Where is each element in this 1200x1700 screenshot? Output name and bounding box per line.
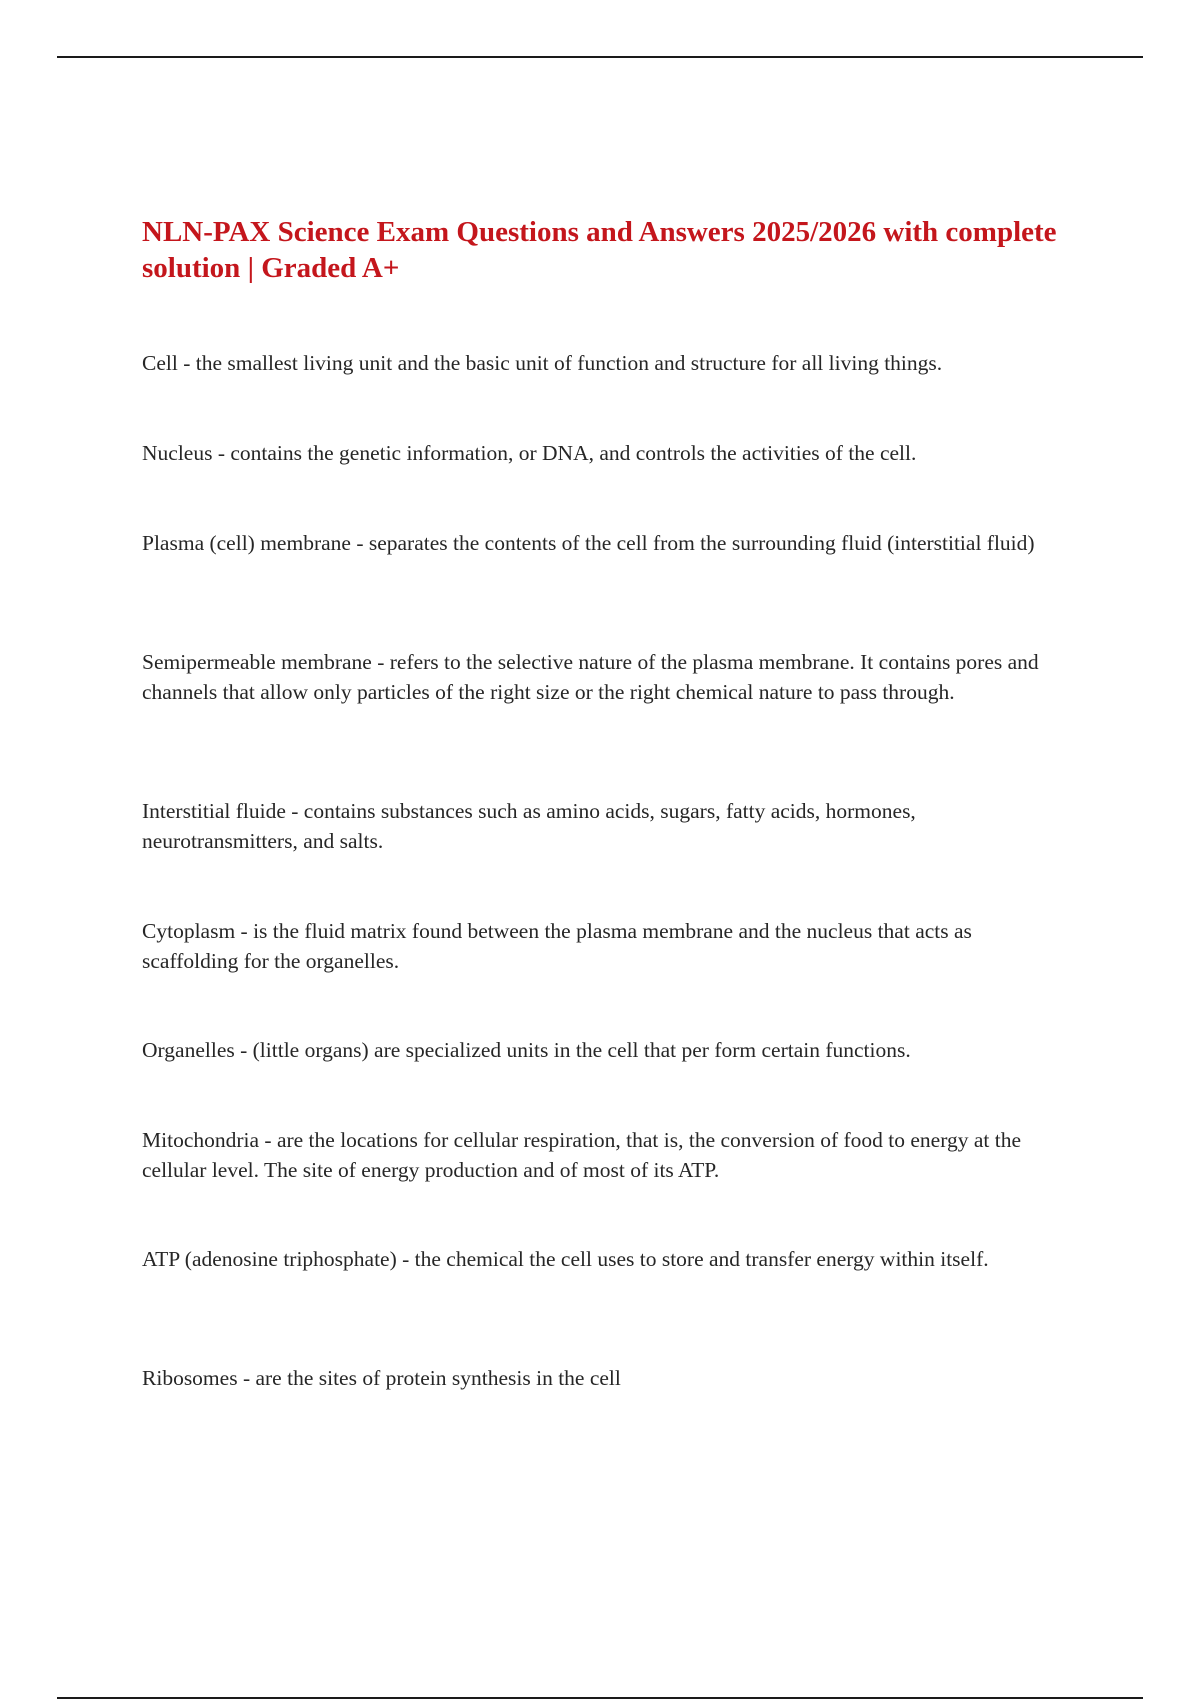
entry-cell: Cell - the smallest living unit and the basic unit of function and structure for all living things. — [142, 351, 943, 375]
header-rule — [57, 56, 1143, 58]
footer-rule — [57, 1697, 1143, 1699]
entry-nucleus: Nucleus - contains the genetic information, or DNA, and controls the activities of the cell. — [142, 441, 917, 465]
entry-mitochondria: Mitochondria - are the locations for cellular respiration, that is, the conversion of food to energy at the cellular level. The site of energy production and of most of its ATP. — [142, 1128, 1022, 1182]
entry-plasma-membrane: Plasma (cell) membrane - separates the contents of the cell from the surrounding fluid (interstitial fluid) — [142, 531, 1035, 555]
entry-interstitial-fluid: Interstitial fluide - contains substances such as amino acids, sugars, fatty acids, hormones, neurotransmitters, and salts. — [142, 799, 916, 853]
entry-ribosomes: Ribosomes - are the sites of protein synthesis in the cell — [142, 1366, 621, 1390]
entry-cytoplasm: Cytoplasm - is the fluid matrix found between the plasma membrane and the nucleus that acts as scaffolding for the organelles. — [142, 919, 972, 973]
entry-semipermeable-membrane: Semipermeable membrane - refers to the selective nature of the plasma membrane. It contains pores and channels that allow only particles of the right size or the right chemical nature to pass through. — [142, 650, 1039, 704]
document-title: NLN-PAX Science Exam Questions and Answers 2025/2026 with complete solution | Graded A+ — [142, 216, 1057, 284]
entry-organelles: Organelles - (little organs) are specialized units in the cell that per form certain functions. — [142, 1038, 911, 1062]
entry-atp: ATP (adenosine triphosphate) - the chemical the cell uses to store and transfer energy within itself. — [142, 1247, 989, 1271]
